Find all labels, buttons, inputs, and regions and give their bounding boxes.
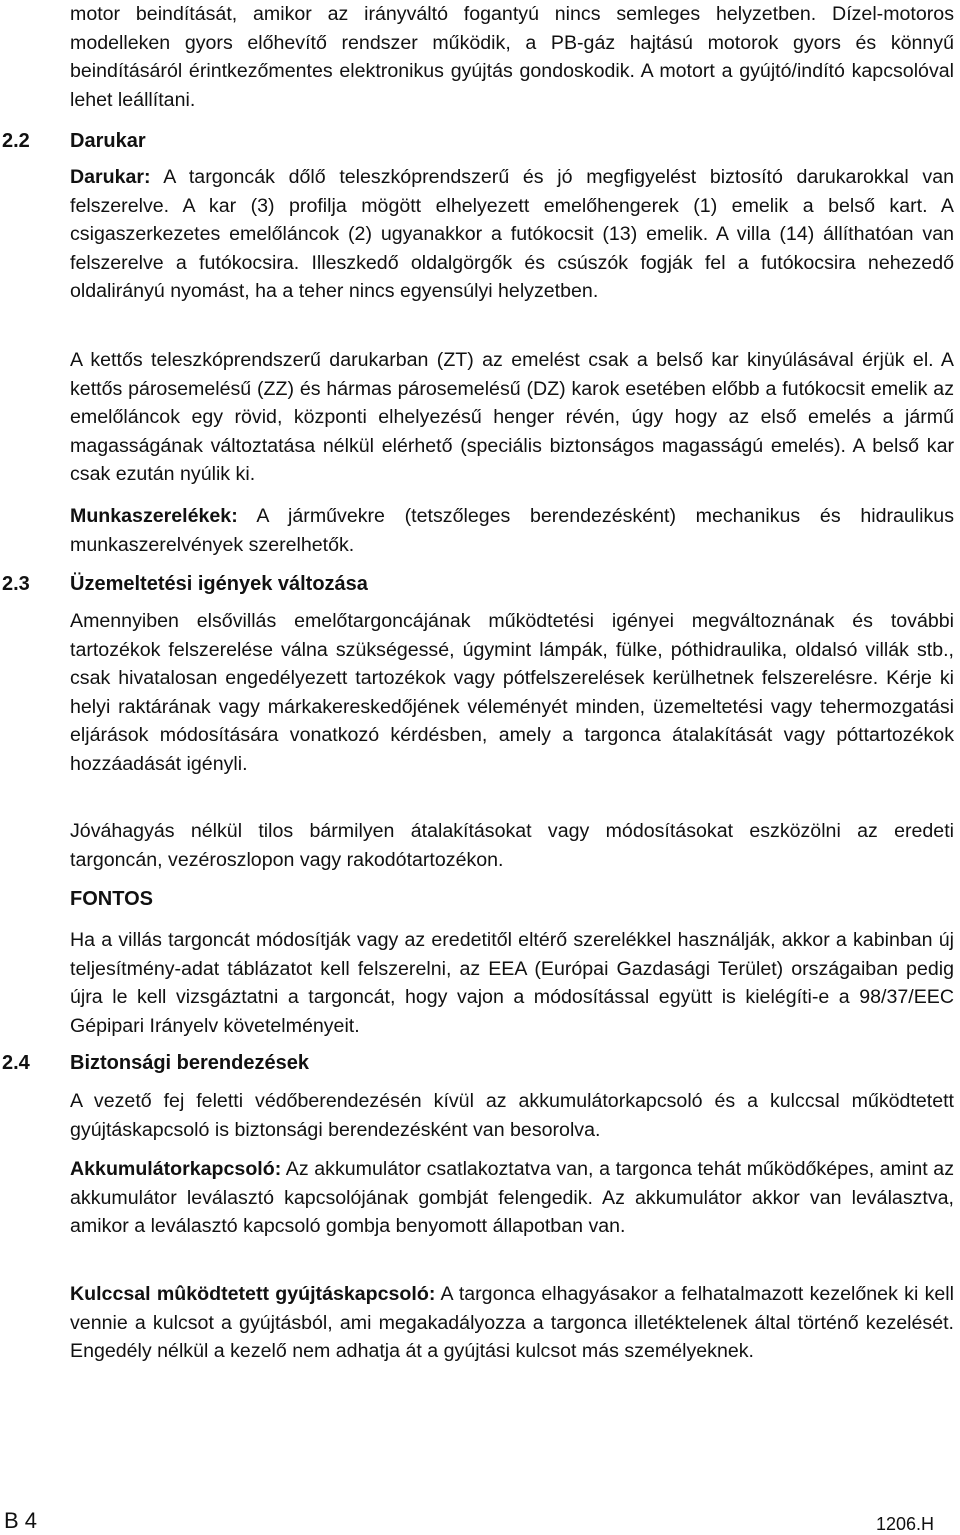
kulcs-paragraph [70,1280,954,1366]
important-label: FONTOS [70,888,153,910]
page-label: B 4 [4,1508,38,1533]
section-number-2-4: 2.4 [2,1052,30,1074]
jovahagyas-paragraph: Jóváhagyás nélkül tilos bármilyen átalakításokat vagy módosításokat eszközölni az eredeti targoncán, vezéroszlopon vagy rakodótartozékon. [70,820,954,871]
akkumulator-paragraph [70,1155,954,1241]
munkaszerelekek-lead: Munkaszerelékek: [70,505,238,527]
kulcs-text: A targonca elhagyásakor a felhatalmazott kezelőnek ki kell vennie a kulcsot a gyújtásból, ami megakadályozza a targonca illetéktelenek által történő kezelését. Engedély nélkül a kezelő nem adhatja át a gyújtási kulcsot más személyeknek. [70,1283,954,1363]
intro-paragraph: motor beindítását, amikor az irányváltó fogantyú nincs semleges helyzetben. Dízel-motoros modelleken gyors előhevítő rendszer működik, a PB-gáz hajtású motorok gyors és könnyű beindításáról érintkezőmentes elektronikus gyújtás gondoskodik. A motort a gyújtó/indító kapcsolóval lehet leállítani. [70,3,954,111]
fontos-paragraph: Ha a villás targoncát módosítják vagy az eredetitől eltérő szerelékkel használják, akkor a kabinban új teljesítmény-adat táblázatot kell felszerelni, az EEA (Európai Gazdasági Terület) országaiban pedig újra le kell vizsgáztatni a targoncát, hogy vajon a módosítással együtt is kielégíti-e a 98/37/EEC Gépipari Irányelv követelményeit. [70,929,954,1037]
munkaszerelekek-paragraph [70,502,954,559]
kulcs-lead: Kulccsal mûködtetett gyújtáskapcsoló: [70,1283,436,1305]
darukar-text: A targoncák dőlő teleszkóprendszerű és jó megfigyelést biztosító darukarokkal van felszerelve. A kar (3) profilja mögött elhelyezett emelőhengerek (1) emelik a belső kart. A csigaszerkezetes emelőláncok (2) ugyanakkor a futókocsit (13) emelik. A villa (14) állíthatóan van felszerelve a futókocsira. Illeszkedő oldalgörgők és csúszók fogják fel a futókocsira nehezedő oldalirányú nyomást, ha a teher nincs egyensúlyi helyzetben. [70,166,954,303]
section-number-2-2: 2.2 [2,130,30,152]
biztonsagi-paragraph: A vezető fej feletti védőberendezésén kívül az akkumulátorkapcsoló és a kulccsal működtetett gyújtáskapcsoló is biztonsági berendezésként van besorolva. [70,1090,954,1141]
munkaszerelekek-text: A járművekre (tetszőleges berendezésként) mechanikus és hidraulikus munkaszerelvények szerelhetők. [70,505,954,556]
section-number-2-3: 2.3 [2,573,30,595]
teleszkop-paragraph: A kettős teleszkóprendszerű darukarban (ZT) az emelést csak a belső kar kinyúlásával érjük el. A kettős párosemelésű (ZZ) és hármas párosemelésű (DZ) karok esetében előbb a futókocsit emelik az emelőláncok egy rövid, központi elhelyezésű henger révén, úgy hogy az első emelés a jármű magasságának változtatása nélkül elérhető (speciális biztonságos magasságú emelés). A belső kar csak ezután nyúlik ki. [70,349,954,486]
akkumulator-lead: Akkumulátorkapcsoló: [70,1158,282,1180]
section-title-darukar: Darukar [70,130,146,152]
section-title-uzemeltetesi: Üzemeltetési igények változása [70,573,368,595]
section-title-biztonsagi: Biztonsági berendezések [70,1052,309,1074]
darukar-lead: Darukar: [70,166,151,188]
doc-code: 1206.H [876,1514,935,1534]
uzemeltetesi-paragraph: Amennyiben elsővillás emelőtargoncájának működtetési igényei megváltoznának és további tartozékok felszerelése válna szükségessé, úgymint lámpák, fülke, póthidraulika, oldalsó villák stb., csak hivatalosan engedélyezett tartozékok vagy pótfelszerelések kerülhetnek felszerelésre. Kérje ki helyi raktárának vagy márkakereskedőjének véleményét minden, üzemeltetési vagy tehermozgatási eljárások módosítására vonatkozó kérdésben, amely a targonca átalakítását vagy póttartozékok hozzáadását igényli. [70,610,954,775]
akkumulator-text: Az akkumulátor csatlakoztatva van, a targonca tehát működőképes, amint az akkumulátor leválasztó kapcsolójának gombját felengedik. Az akkumulátor akkor van leválasztva, amikor a leválasztó kapcsoló gombja benyomott állapotban van. [70,1158,954,1238]
darukar-paragraph [70,163,954,306]
